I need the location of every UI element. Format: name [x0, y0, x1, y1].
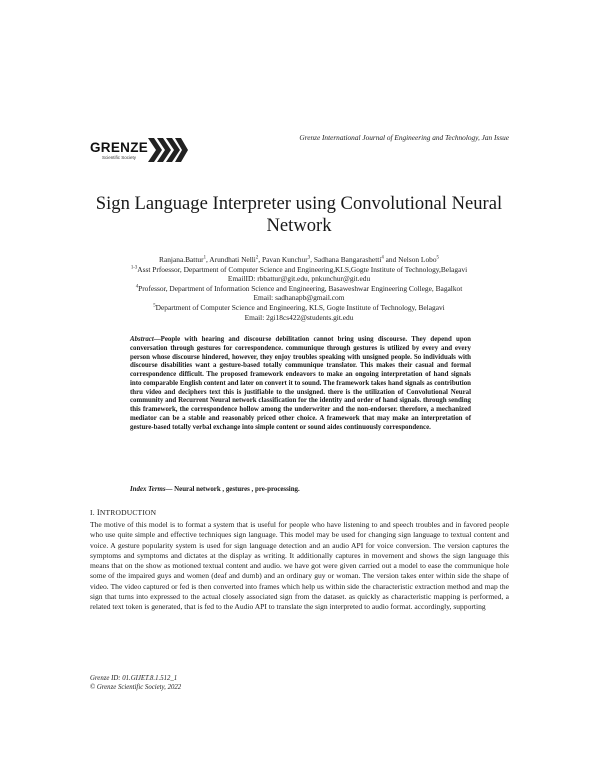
affiliation-4: $^4$Professor, Department of Information Science and Engineering, Basaweshwar Engineering College, Bagalkot — [135, 283, 463, 293]
email-4: Email: sadhanapb@gmail.com — [253, 293, 345, 303]
section-heading: I. INTRODUCTION — [90, 507, 157, 517]
index-terms-label: Index Terms — [130, 486, 166, 493]
paper-title: Sign Language Interpreter using Convolutional Neural Network — [95, 193, 503, 236]
affiliation-1: $^{1-3}$Asst Prfoessor, Department of Computer Science and Engineering,KLS,Gogte Institute of Technology,Belagavi — [130, 264, 468, 274]
page-footer — [90, 675, 181, 692]
body-paragraph: The motive of this model is to format a system that is useful for people who have listening to and speech troubles and in favored people who use quite simple and effective techniques sign language. This model may be used for changing sign language to textual content and voice. A gesture popularity system is used for sign language detection and an audio API for voice conversion. The version captures the symptoms and symptoms and dictates at the display as writing. It additionally captures in movement and shows the sign language this means that on the show as motioned textual content and audio. we have got were given carried out a model to ease the communique hole some of the impaired guys and women (deaf and dumb) and an ordinary guy or woman. The version takes enter within side the shape of video. The video captured or fed is then converted into frames which help us within side the characteristic extraction method and map the sign that turns into expressed to the actual closely associated sign from the dataset. as quickly as characteristic mapping is performed, a related text token is generated, that is fed to the Audio API to translate the sign interpreted to audio format. accordingly, supporting — [90, 520, 509, 612]
index-terms — [130, 486, 471, 493]
grenze-id: Grenze ID: 01.GIJET.8.1.512_1 — [90, 675, 178, 682]
author-block — [90, 255, 508, 322]
copyright: © Grenze Scientific Society, 2022 — [90, 683, 182, 691]
logo-word: GRENZE — [90, 140, 149, 155]
logo-subtitle: Scientific Society — [102, 155, 137, 160]
abstract-label: Abstract — [130, 336, 154, 343]
grenze-logo — [90, 133, 186, 167]
email-5: Email: 2gi18cs422@students.git.edu — [244, 312, 354, 322]
affiliation-5: $^5$Department of Computer Science and Engineering, KLS, Gogte Institute of Technology, Belagavi — [153, 302, 445, 312]
abstract-text: —People with hearing and discourse debilitation cannot bring using discourse. They depend upon conversation through gestures for correspondence. communique through gestures is utilized by every and every person whose discourse hindered, however, they enjoy troubles speaking with unsigned people. So individuals with discourse disabilities want a gesture-based totally communique translator. This makes their casual and formal correspondence difficult. The proposed framework endeavors to make an ongoing interpretation of hand signals into comparable English content and later on convert it to sound. The framework takes hand signals as contribution thru video and deciphers text this is justifiable to the unsigned. there is the utilization of Convolutional Neural community and Recurrent Neural network classification for the identity and order of hand signals. through sending this framework, the correspondence hollow among the underwriter and the non-endorser. therefore, a mechanized mediator can be a stable and reasonably priced other choice. A framework that may make an interpretation of gesture-based totally verbal exchange into simple content or sound aides continuously correspondence. — [130, 336, 471, 431]
abstract — [130, 336, 471, 432]
author-list: Ranjana.Battur$^1$, Arundhati Nelli$^2$, Pavan Kunchur$^3$, Sadhana Bangarashetti$^4$ and Nelson Lobo$^5$ — [159, 255, 439, 264]
index-terms-text: — Neural network , gestures , pre-processing. — [165, 486, 300, 493]
email-1: EmailID: rbbattur@git.edu, pnkunchur@git.edu — [227, 274, 371, 284]
journal-name: Grenze International Journal of Engineering and Technology, Jan Issue — [299, 133, 509, 142]
chevron-arrows-icon — [148, 136, 188, 164]
